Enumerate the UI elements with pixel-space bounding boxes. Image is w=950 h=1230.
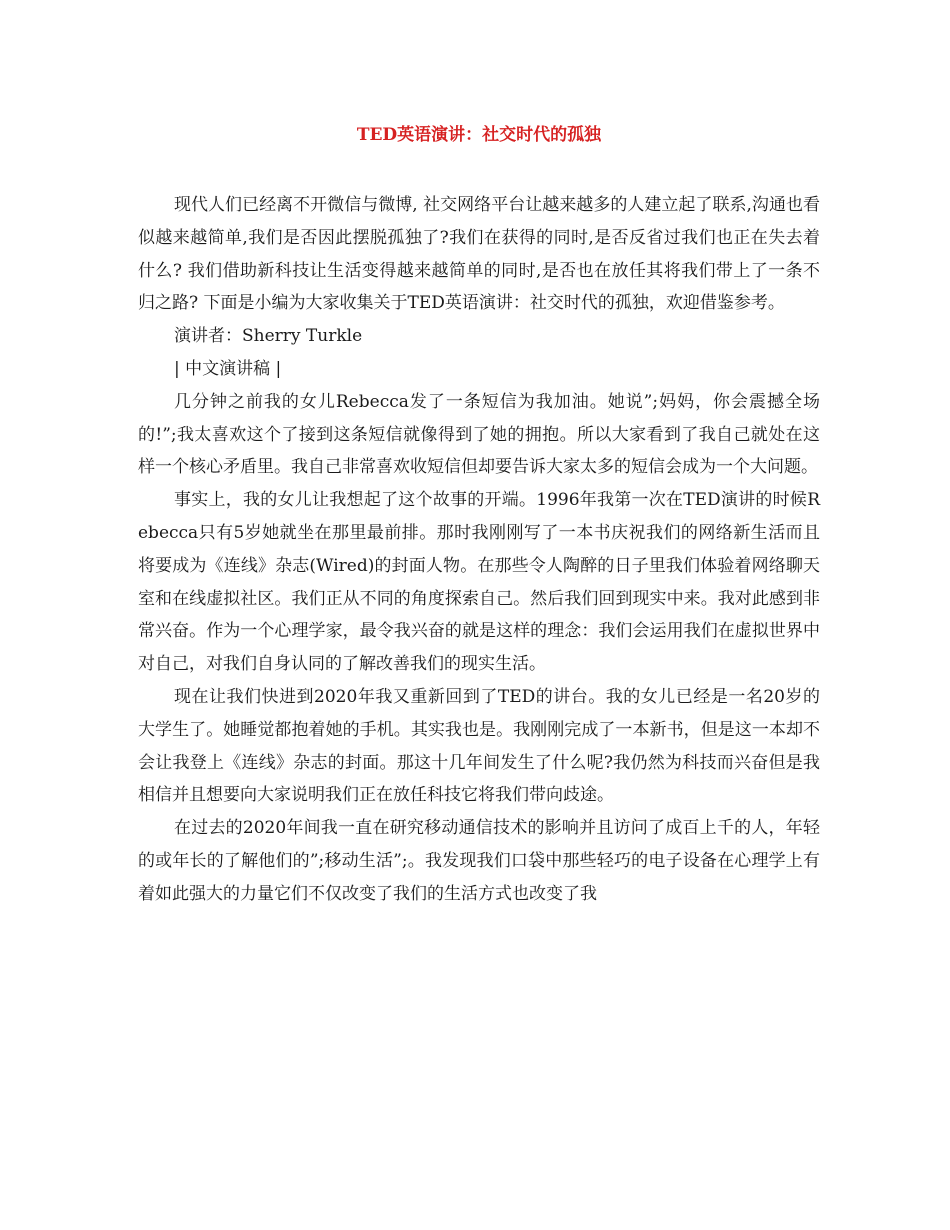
document-title: TED英语演讲：社交时代的孤独 xyxy=(356,125,602,145)
intro-paragraph: 现代人们已经离不开微信与微博, 社交网络平台让越来越多的人建立起了联系,沟通也看似越来越简单,我们是否因此摆脱孤独了?我们在获得的同时,是否反省过我们也正在失去着什么? 我们借助新科技让生活变得越来越简单的同时,是否也在放任其将我们带上了一条不归之路? 下面是小编为大家收集关于TED英语演讲：社交时代的孤独，欢迎借鉴参考。 xyxy=(138,195,820,314)
section-label: | 中文演讲稿 | xyxy=(174,358,282,379)
speaker-line: 演讲者：Sherry Turkle xyxy=(174,326,363,347)
document-body xyxy=(138,189,820,911)
body-paragraph: 现在让我们快进到2020年我又重新回到了TED的讲台。我的女儿已经是一名20岁的大学生了。她睡觉都抱着她的手机。其实我也是。我刚刚完成了一本新书，但是这一本却不会让我登上《连线》杂志的封面。那这十几年间发生了什么呢?我仍然为科技而兴奋但是我相信并且想要向大家说明我们正在放任科技它将我们带向歧途。 xyxy=(138,686,820,806)
body-paragraph: 事实上，我的女儿让我想起了这个故事的开端。1996年我第一次在TED演讲的时候Rebecca只有5岁她就坐在那里最前排。那时我刚刚写了一本书庆祝我们的网络新生活而且将要成为《连线》杂志(Wired)的封面人物。在那些令人陶醉的日子里我们体验着网络聊天室和在线虚拟社区。我们正从不同的角度探索自己。然后我们回到现实中来。我对此感到非常兴奋。作为一个心理学家，最令我兴奋的就是这样的理念：我们会运用我们在虚拟世界中对自己，对我们自身认同的了解改善我们的现实生活。 xyxy=(138,490,820,675)
body-paragraph: 几分钟之前我的女儿Rebecca发了一条短信为我加油。她说”;妈妈，你会震撼全场的!”;我太喜欢这个了接到这条短信就像得到了她的拥抱。所以大家看到了我自己就处在这样一个核心矛盾里。我自己非常喜欢收短信但却要告诉大家太多的短信会成为一个大问题。 xyxy=(138,391,820,478)
body-paragraph: 在过去的2020年间我一直在研究移动通信技术的影响并且访问了成百上千的人，年轻的或年长的了解他们的”;移动生活”;。我发现我们口袋中那些轻巧的电子设备在心理学上有着如此强大的力量它们不仅改变了我们的生活方式也改变了我 xyxy=(138,818,820,904)
